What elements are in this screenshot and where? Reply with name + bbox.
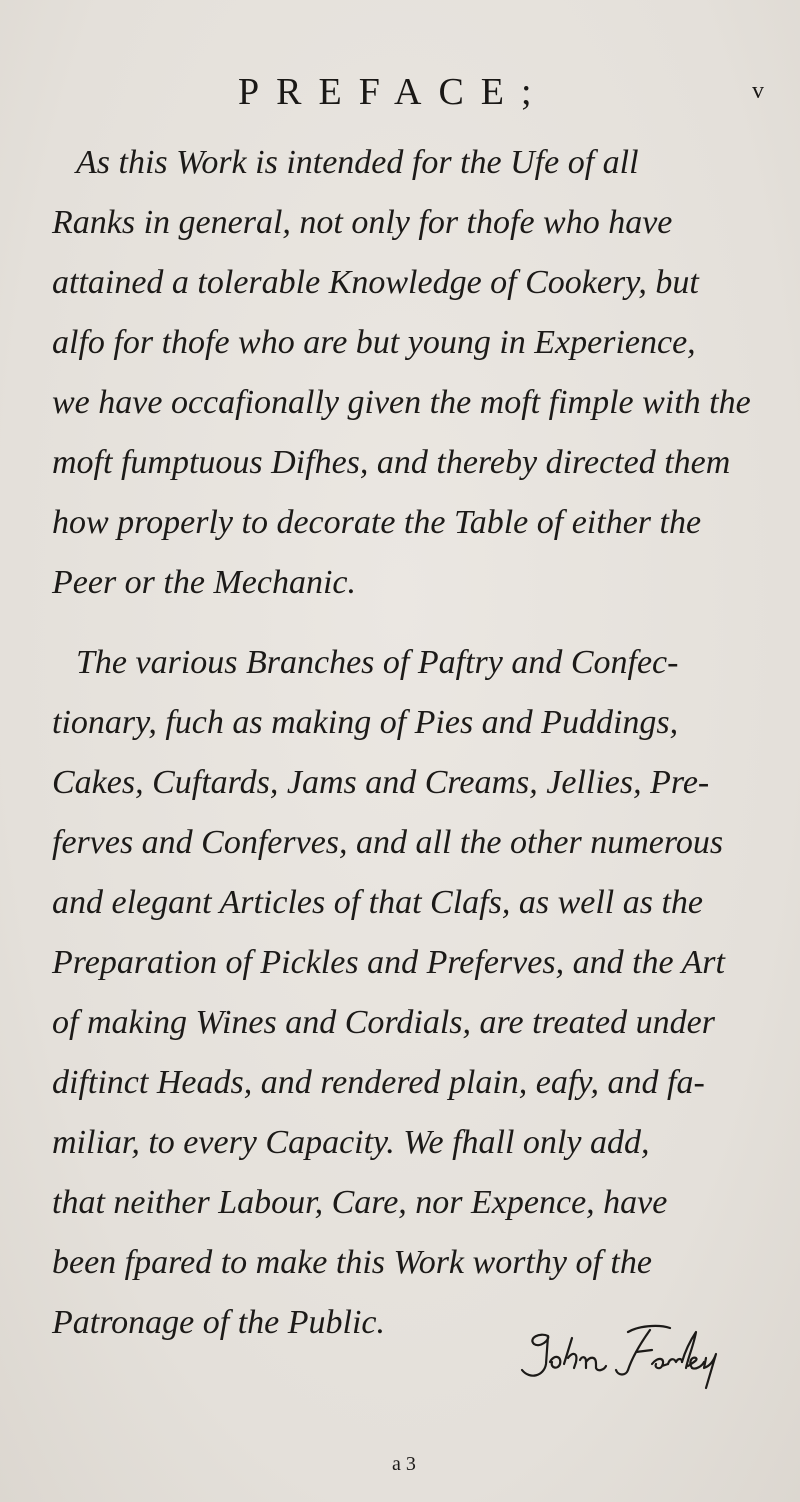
text-line: we have occafionally given the moft fimple with the (52, 384, 751, 421)
text-line: The various Branches of Paftry and Confec- (76, 644, 679, 681)
text-line: that neither Labour, Care, nor Expence, have (52, 1184, 668, 1221)
text-line: As this Work is intended for the Ufe of all (76, 144, 639, 181)
text-line: and elegant Articles of that Clafs, as well as the (52, 884, 704, 921)
text-line: how properly to decorate the Table of either the (52, 504, 702, 541)
text-line: attained a tolerable Knowledge of Cookery, but (52, 264, 699, 301)
text-line: Preparation of Pickles and Preferves, and the Art (52, 944, 725, 981)
header-title: PREFACE; (238, 71, 549, 113)
text-line: moft fumptuous Difhes, and thereby directed them (52, 444, 731, 481)
text-line: miliar, to every Capacity. We fhall only add, (52, 1124, 650, 1161)
text-line: Cakes, Cuftards, Jams and Creams, Jellies, Pre- (52, 764, 710, 801)
text-line: of making Wines and Cordials, are treated under (52, 1004, 715, 1041)
text-line: diftinct Heads, and rendered plain, eafy, and fa- (52, 1064, 705, 1101)
text-line: Ranks in general, not only for thofe who have (52, 204, 673, 241)
text-line: alfo for thofe who are but young in Experience, (52, 324, 696, 361)
handwritten-signature (510, 1318, 730, 1398)
page-number: v (752, 78, 764, 104)
text-line: Patronage of the Public. (52, 1304, 386, 1341)
text-line: tionary, fuch as making of Pies and Puddings, (52, 704, 679, 741)
running-header (0, 70, 800, 120)
signature-mark: a 3 (392, 1453, 416, 1475)
text-line: been fpared to make this Work worthy of the (52, 1244, 652, 1281)
text-line: ferves and Conferves, and all the other numerous (52, 824, 724, 861)
text-line: Peer or the Mechanic. (52, 564, 356, 601)
